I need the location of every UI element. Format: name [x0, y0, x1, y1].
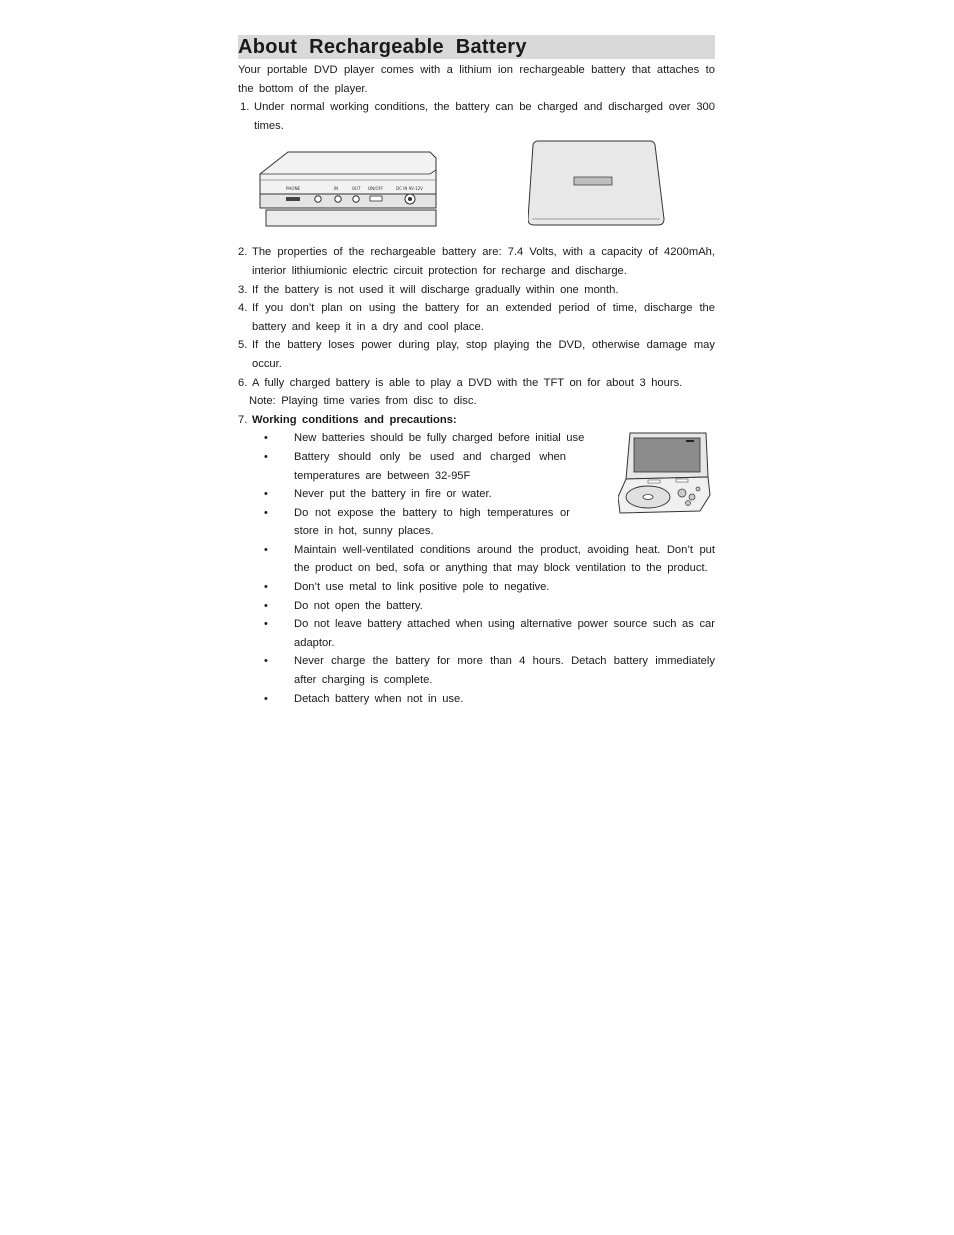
list-item-2	[238, 243, 715, 280]
bullet-text: Do not open the battery.	[294, 599, 423, 612]
port-label: PHONE	[286, 186, 301, 192]
bullet-icon: •	[264, 655, 268, 668]
bullet-item	[238, 690, 715, 709]
bullet-icon: •	[264, 488, 268, 501]
port-label: DC IN 9V-12V	[396, 186, 423, 192]
list-text: If the battery is not used it will discharge gradually within one month.	[252, 283, 619, 296]
bullet-icon: •	[264, 581, 268, 594]
bullet-icon: •	[264, 692, 268, 705]
intro-paragraph: Your portable DVD player comes with a lithium ion rechargeable battery that attaches to the bottom of the player.	[238, 64, 715, 95]
bullet-item	[238, 615, 715, 652]
list-item-5	[238, 336, 715, 373]
bullet-icon: •	[264, 543, 268, 556]
bullet-text: Battery should only be used and charged when temperatures are between 32-95F	[294, 450, 566, 482]
bullet-text: New batteries should be fully charged before initial use	[294, 432, 585, 445]
list-text: If the battery loses power during play, stop playing the DVD, otherwise damage may occur.	[252, 339, 715, 370]
list-number: 1.	[240, 101, 250, 114]
bullet-text: Never charge the battery for more than 4 hours. Detach battery immediately after charging is complete.	[294, 655, 715, 687]
player-side-illustration	[258, 150, 440, 230]
battery-bottom-illustration	[528, 139, 666, 229]
list-item-4	[238, 299, 715, 336]
bullet-item	[238, 652, 715, 689]
list-item-7	[238, 411, 715, 430]
bullet-item	[238, 578, 715, 597]
list-number: 6.	[238, 376, 248, 389]
bullet-icon: •	[264, 432, 268, 445]
dvd-player-illustration	[618, 431, 713, 516]
page-title: About Rechargeable Battery	[238, 36, 527, 58]
bullet-text: Detach battery when not in use.	[294, 692, 464, 705]
document-page	[238, 35, 715, 708]
list-text: Working conditions and precautions:	[252, 413, 457, 426]
list-number: 4.	[238, 302, 248, 315]
bullet-text: Maintain well-ventilated conditions around the product, avoiding heat. Don’t put the product on bed, sofa or anything that may block ventilation to the product.	[294, 543, 715, 575]
list-text: The properties of the rechargeable battery are: 7.4 Volts, with a capacity of 4200mAh, interior lithiumionic electric circuit protection for recharge and discharge.	[252, 246, 715, 277]
list-number: 7.	[238, 413, 248, 426]
list-text: Under normal working conditions, the battery can be charged and discharged over 300 times.	[254, 101, 715, 132]
bullet-icon: •	[264, 506, 268, 519]
heading-bar	[238, 35, 715, 59]
bullet-icon: •	[264, 618, 268, 631]
battery-figures	[238, 135, 715, 243]
note-text: Note: Playing time varies from disc to disc.	[249, 395, 477, 408]
list-text: If you don’t plan on using the battery for an extended period of time, discharge the battery and keep it in a dry and cool place.	[252, 302, 715, 333]
bullet-item	[238, 541, 715, 578]
list-number: 5.	[238, 339, 248, 352]
bullet-text: Don’t use metal to link positive pole to negative.	[294, 581, 550, 594]
list-number: 3.	[238, 283, 248, 296]
list-text: A fully charged battery is able to play a DVD with the TFT on for about 3 hours.	[252, 376, 683, 389]
list-item-6	[238, 374, 715, 393]
bullet-icon: •	[264, 599, 268, 612]
list-number: 2.	[238, 246, 248, 259]
bullet-item	[238, 597, 715, 616]
precautions-list	[238, 429, 715, 708]
bullet-text: Never put the battery in fire or water.	[294, 488, 492, 501]
port-label: ON/OFF	[368, 186, 384, 192]
list-item-1	[238, 98, 715, 135]
list-item-3	[238, 281, 715, 300]
bullet-text: Do not leave battery attached when using alternative power source such as car adaptor.	[294, 618, 715, 649]
port-label: OUT	[352, 186, 361, 192]
port-label: IN	[334, 186, 339, 192]
bullet-icon: •	[264, 450, 268, 463]
bullet-text: Do not expose the battery to high temperatures or store in hot, sunny places.	[294, 506, 570, 538]
